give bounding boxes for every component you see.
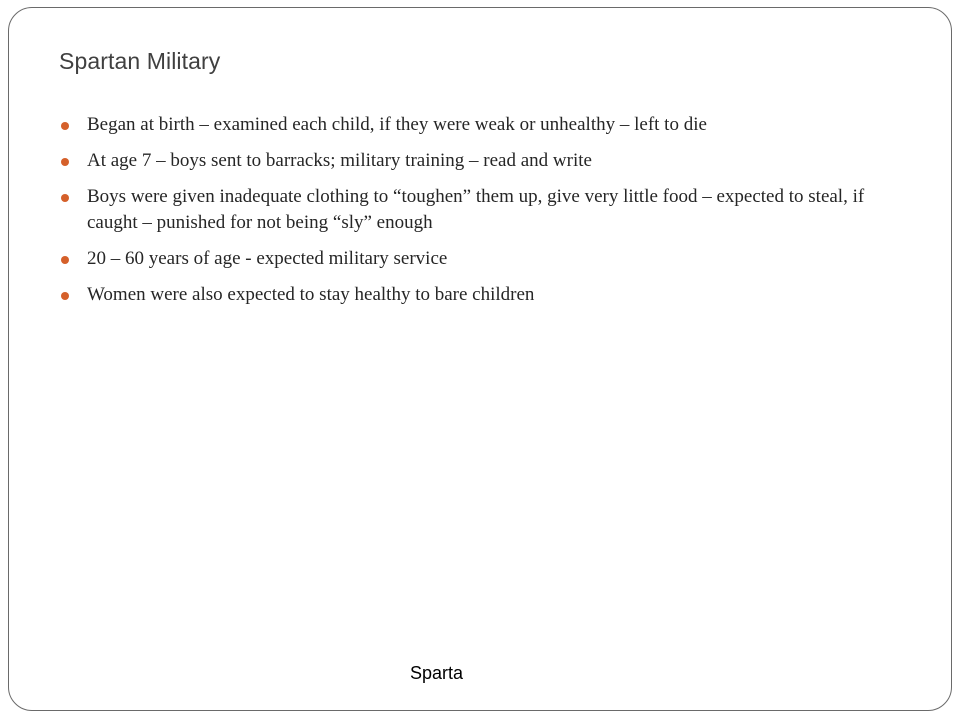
bullet-text: 20 – 60 years of age - expected military service	[87, 248, 448, 269]
bullet-text: Boys were given inadequate clothing to “toughen” them up, give very little food – expected to steal, if caught – punished for not being “sly” enough	[87, 186, 865, 233]
bullet-item	[59, 184, 909, 236]
bullet-item	[59, 112, 909, 138]
bullet-dot-icon	[61, 194, 69, 202]
slide-footer: Sparta	[410, 663, 464, 683]
bullet-text: Women were also expected to stay healthy to bare children	[87, 284, 535, 305]
bullet-dot-icon	[61, 256, 69, 264]
bullet-list	[59, 112, 909, 318]
bullet-item	[59, 246, 909, 272]
bullet-dot-icon	[61, 122, 69, 130]
bullet-dot-icon	[61, 292, 69, 300]
bullet-text: At age 7 – boys sent to barracks; military training – read and write	[87, 150, 592, 171]
bullet-text: Began at birth – examined each child, if they were weak or unhealthy – left to die	[87, 114, 707, 135]
bullet-item	[59, 282, 909, 308]
slide-title: Spartan Military	[59, 48, 221, 74]
bullet-dot-icon	[61, 158, 69, 166]
bullet-item	[59, 148, 909, 174]
